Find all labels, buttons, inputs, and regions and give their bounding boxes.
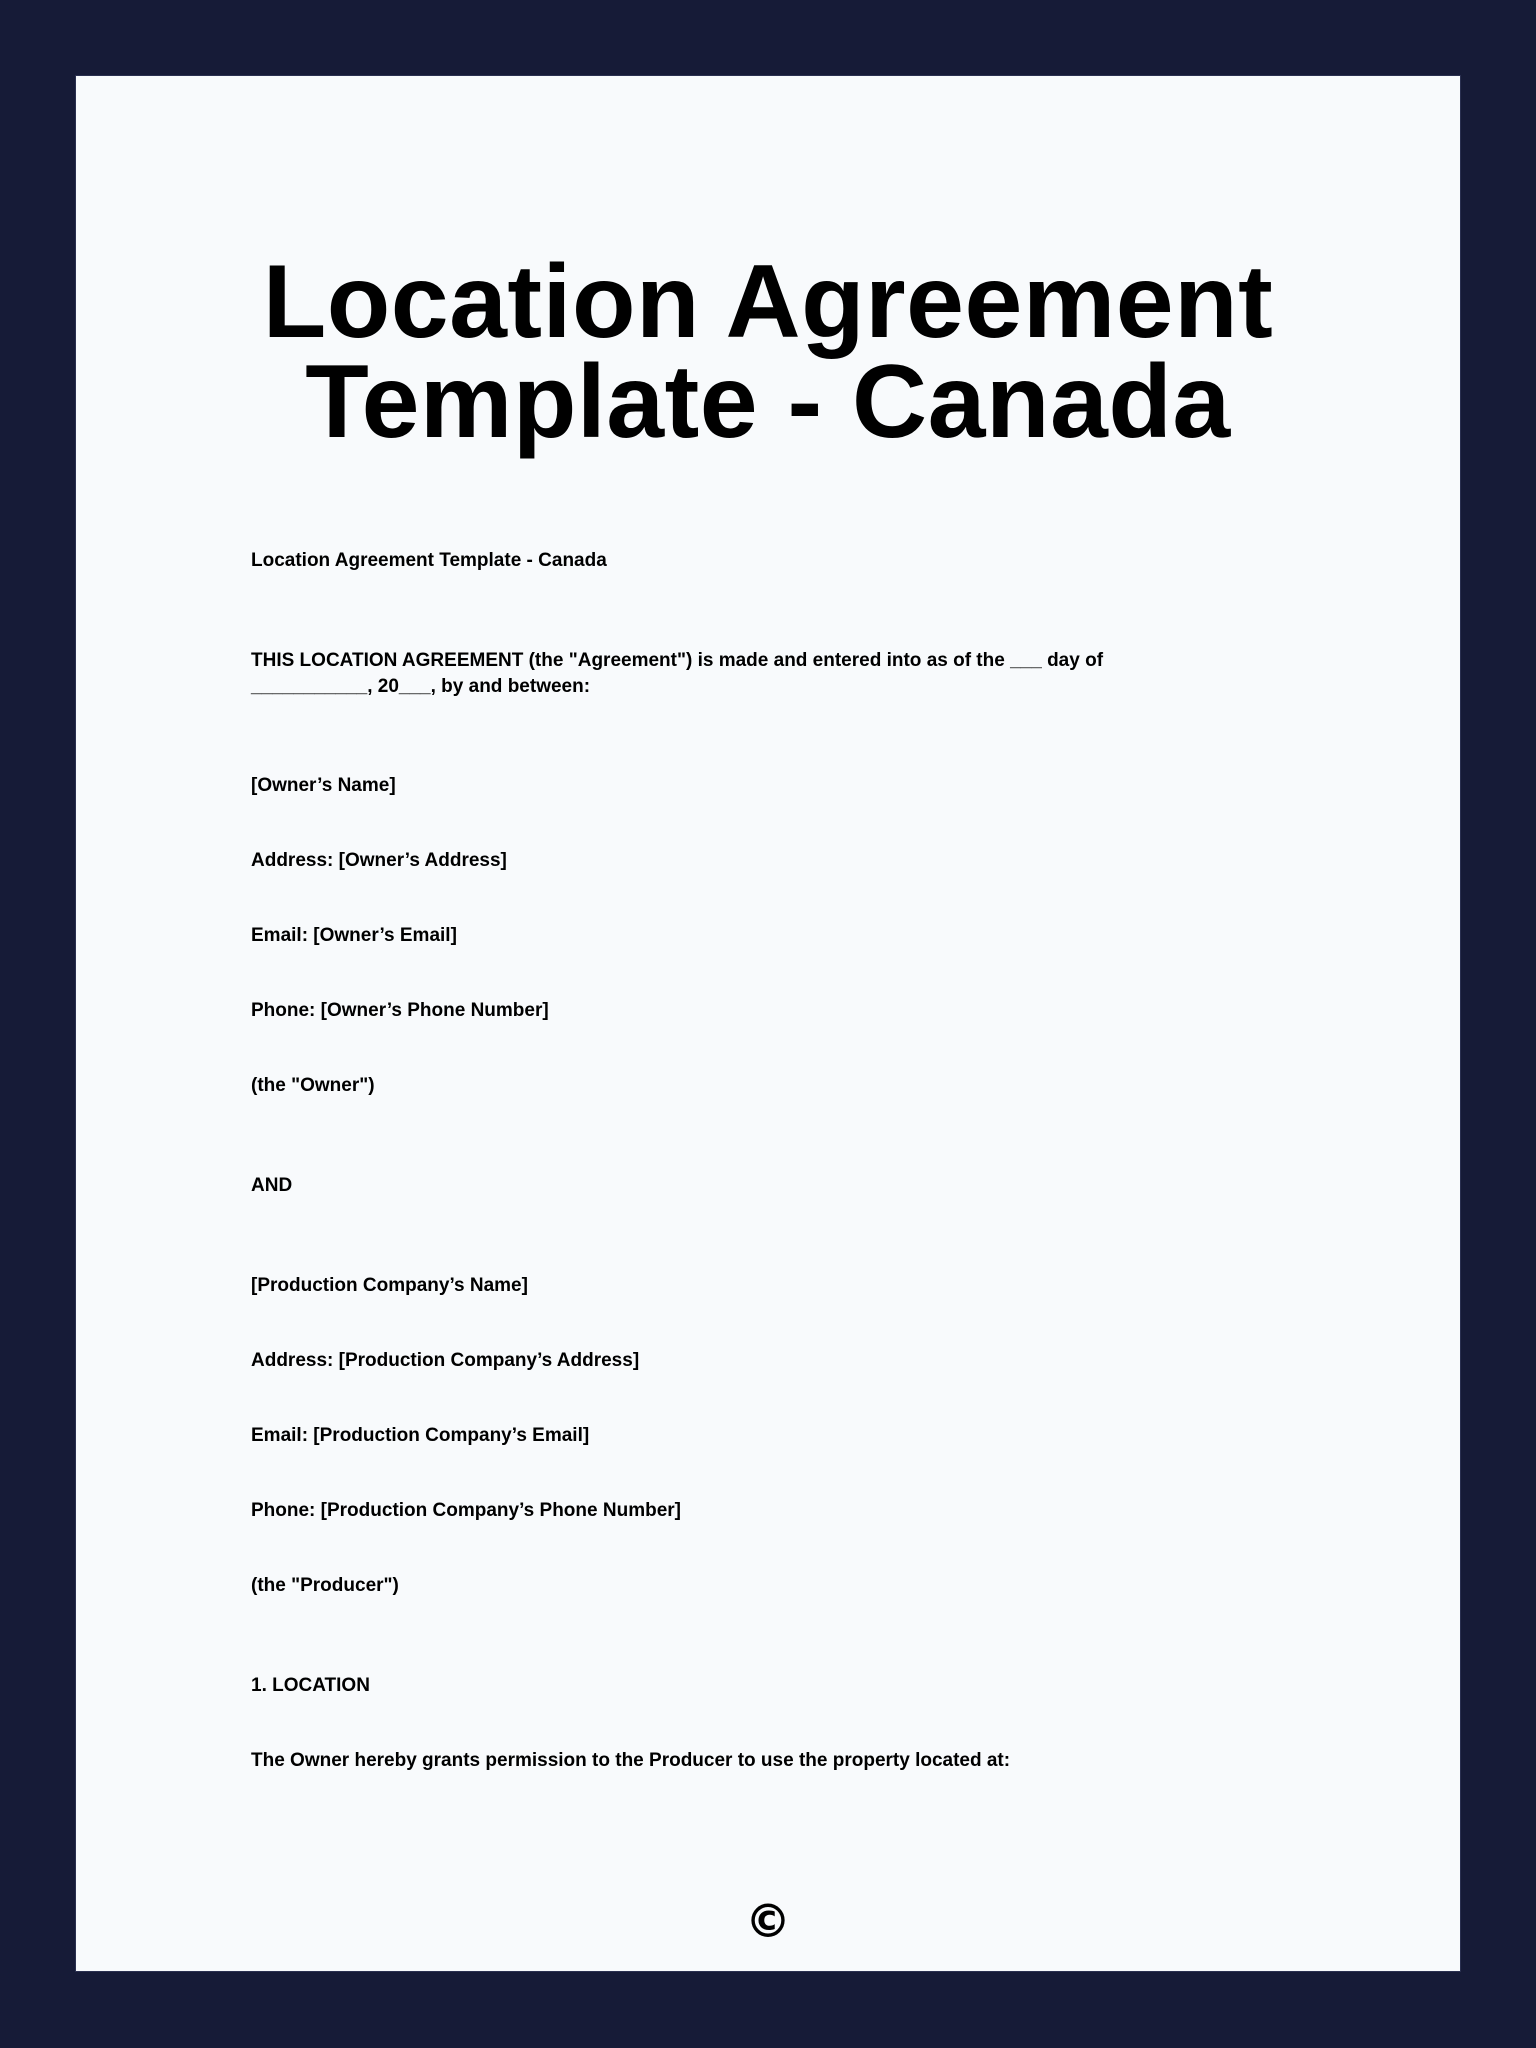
owner-role: (the "Owner"): [251, 1075, 375, 1096]
section-1-heading: 1. LOCATION: [251, 1675, 370, 1696]
owner-name: [Owner’s Name]: [251, 775, 396, 796]
producer-phone: Phone: [Production Company’s Phone Number]: [251, 1500, 681, 1521]
intro-line-2: ___________, 20___, by and between:: [251, 676, 591, 697]
owner-phone: Phone: [Owner’s Phone Number]: [251, 1000, 549, 1021]
copyright-icon: ©: [745, 1894, 791, 1948]
document-page: [75, 75, 1461, 1972]
producer-address: Address: [Production Company’s Address]: [251, 1350, 640, 1371]
intro-line-1: THIS LOCATION AGREEMENT (the "Agreement") is made and entered into as of the ___ day of: [251, 650, 1104, 671]
producer-name: [Production Company’s Name]: [251, 1275, 528, 1296]
document-title-line-2: Template - Canada: [305, 344, 1231, 460]
section-1-text: The Owner hereby grants permission to the Producer to use the property located at:: [251, 1750, 1011, 1771]
document-subtitle: Location Agreement Template - Canada: [251, 550, 607, 571]
document-title-line-1: Location Agreement: [262, 244, 1274, 360]
document-title: [76, 244, 1460, 460]
owner-email: Email: [Owner’s Email]: [251, 925, 457, 946]
producer-email: Email: [Production Company’s Email]: [251, 1425, 590, 1446]
producer-role: (the "Producer"): [251, 1575, 399, 1596]
and-separator: AND: [251, 1175, 293, 1196]
owner-address: Address: [Owner’s Address]: [251, 850, 507, 871]
